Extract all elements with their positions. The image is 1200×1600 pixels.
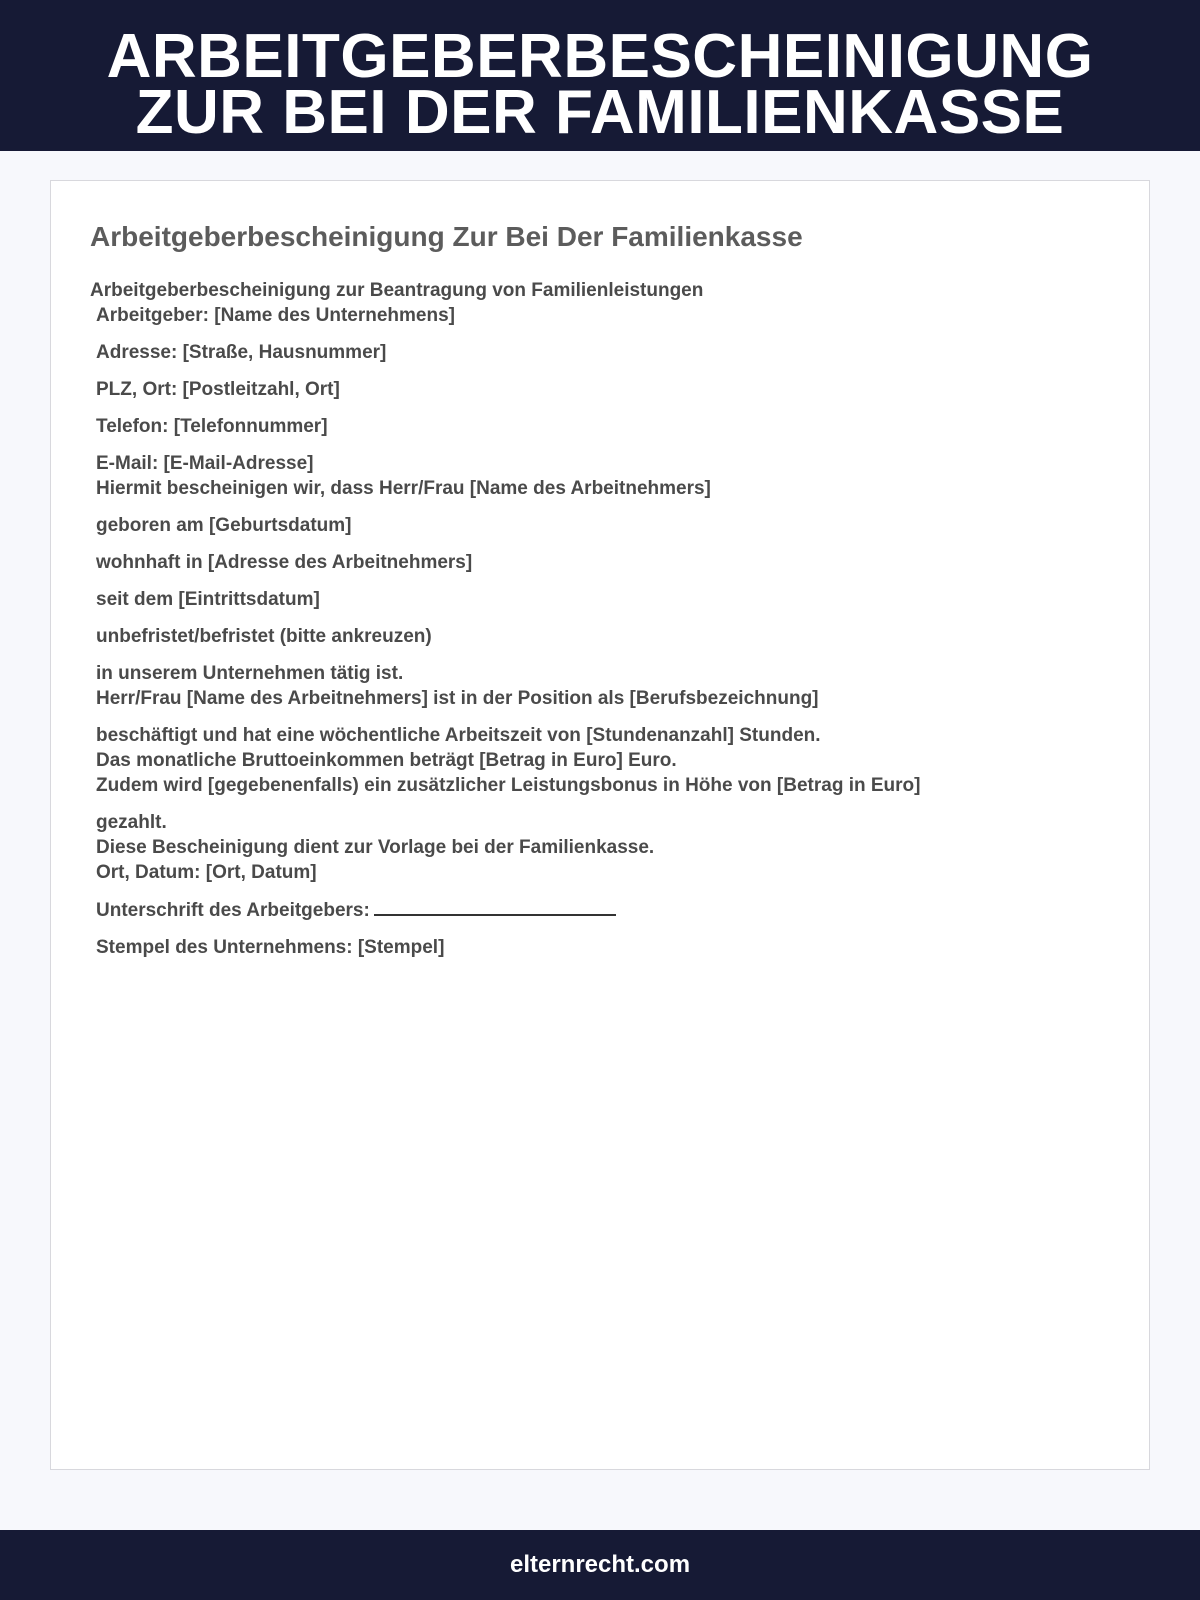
banner-title-line-1: ARBEITGEBERBESCHEINIGUNG [106, 22, 1094, 91]
header-banner [0, 0, 1200, 151]
purpose-line: Diese Bescheinigung dient zur Vorlage bei der Familienkasse. [96, 837, 655, 858]
address-line: Adresse: [Straße, Hausnummer] [96, 342, 387, 363]
hours-line: beschäftigt und hat eine wöchentliche Arbeitszeit von [Stundenanzahl] Stunden. [96, 725, 821, 746]
document-body [90, 278, 1110, 960]
phone-line: Telefon: [Telefonnummer] [96, 416, 328, 437]
email-line: E-Mail: [E-Mail-Adresse] [96, 453, 314, 474]
bonus-line: Zudem wird [gegebenenfalls) ein zusätzlicher Leistungsbonus in Höhe von [Betrag in Euro] [96, 775, 921, 796]
footer-site-name: elternrecht.com [509, 1551, 691, 1578]
footer-bar [0, 1530, 1200, 1600]
certify-line: Hiermit bescheinigen wir, dass Herr/Frau [Name des Arbeitnehmers] [96, 478, 711, 499]
resident-line: wohnhaft in [Adresse des Arbeitnehmers] [96, 552, 473, 573]
employer-line: Arbeitgeber: [Name des Unternehmens] [96, 305, 455, 326]
signature-row [90, 897, 1110, 923]
place-date-line: Ort, Datum: [Ort, Datum] [96, 862, 317, 883]
document-card [50, 180, 1150, 1470]
since-line: seit dem [Eintrittsdatum] [96, 589, 320, 610]
employed-line: in unserem Unternehmen tätig ist. [96, 663, 404, 684]
signature-label: Unterschrift des Arbeitgebers: [96, 900, 370, 921]
birth-line: geboren am [Geburtsdatum] [96, 515, 352, 536]
term-line: unbefristet/befristet (bitte ankreuzen) [96, 626, 432, 647]
banner-title-line-2: ZUR BEI DER FAMILIENKASSE [135, 78, 1065, 147]
income-line: Das monatliche Bruttoeinkommen beträgt [Betrag in Euro] Euro. [96, 750, 677, 771]
document-title: Arbeitgeberbescheinigung Zur Bei Der Familienkasse [90, 221, 803, 252]
zip-city-line: PLZ, Ort: [Postleitzahl, Ort] [96, 379, 340, 400]
position-line: Herr/Frau [Name des Arbeitnehmers] ist in der Position als [Berufsbezeichnung] [96, 688, 819, 709]
signature-blank-line [374, 897, 616, 916]
document-heading: Arbeitgeberbescheinigung zur Beantragung von Familienleistungen [90, 280, 704, 301]
paid-line: gezahlt. [96, 812, 167, 833]
stamp-line: Stempel des Unternehmens: [Stempel] [96, 937, 445, 958]
